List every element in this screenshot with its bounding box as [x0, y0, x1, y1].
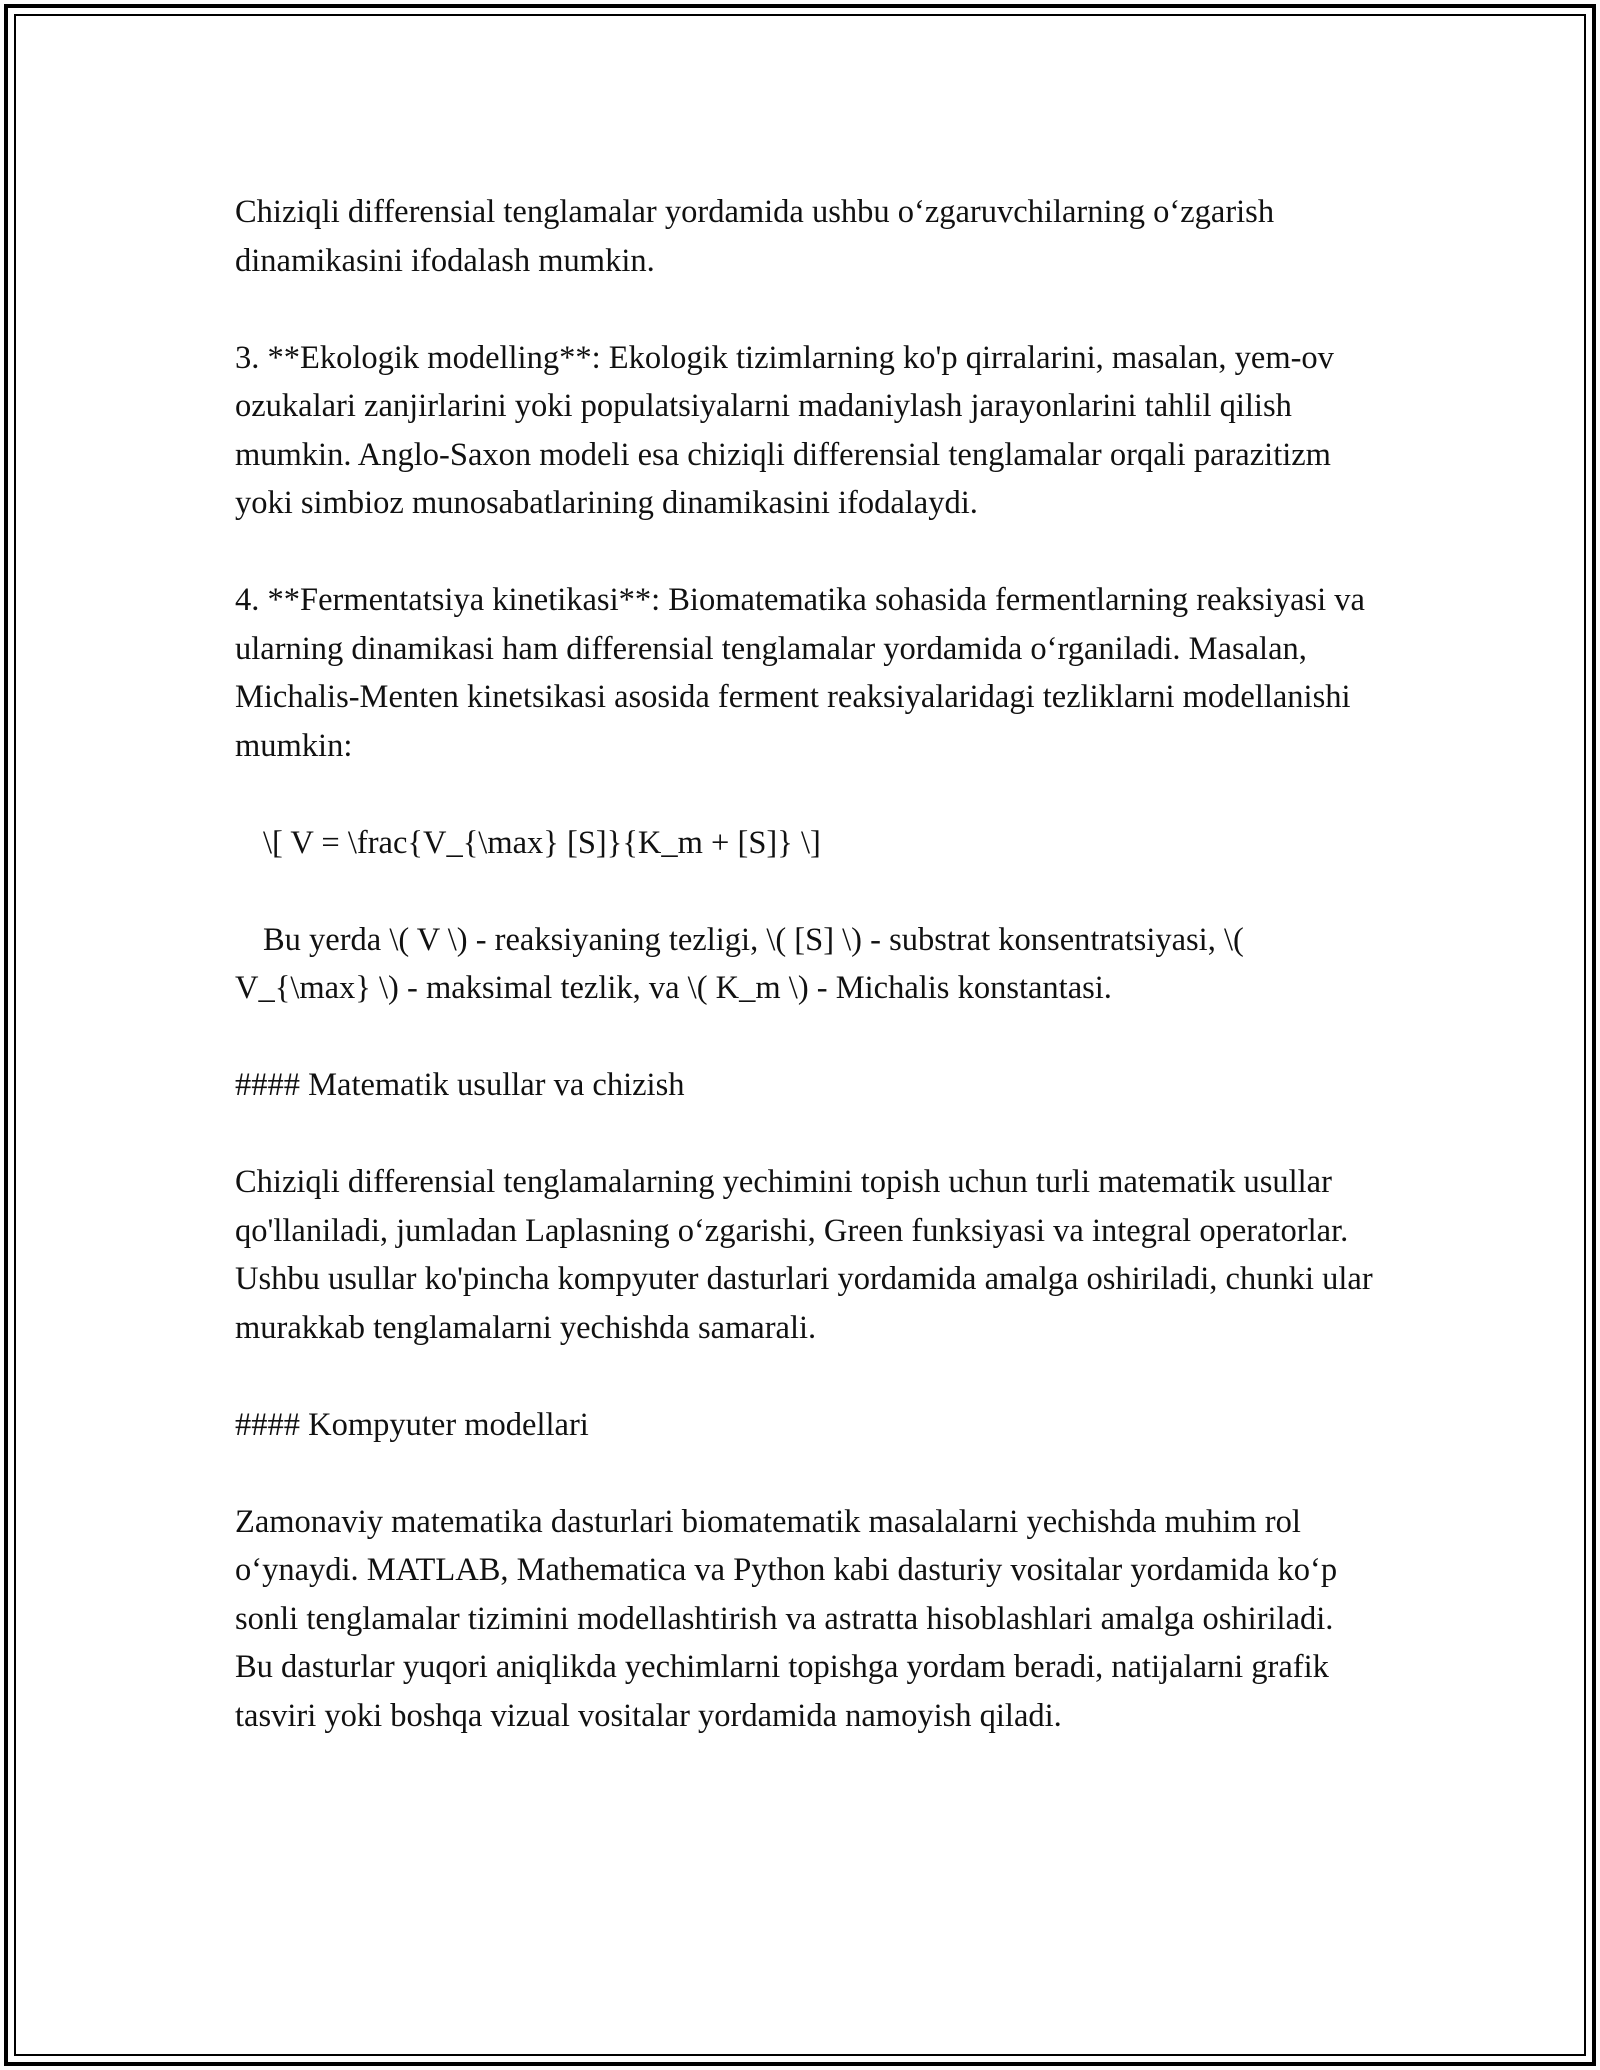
formula-explanation-text: Bu yerda \( V \) - reaksiyaning tezligi, \( [S] \) - substrat konsentratsiyasi, \( V_{\max} \) - maksimal tezlik, va \( K_m \) - Michalis konstantasi.	[235, 921, 1252, 1006]
paragraph-ekologik-modelling: 3. **Ekologik modelling**: Ekologik tizimlarning ko'p qirralarini, masalan, yem-ov ozukalari zanjirlarini yoki populatsiyalarni madaniylash jarayonlarini tahlil qilish mumkin. Anglo-Saxon modeli esa chiziqli differensial tenglamalar orqali parazitizm yoki simbioz munosabatlarining dinamikasini ifodalaydi.	[235, 339, 1343, 521]
formula-michaelis-menten: \[ V = \frac{V_{\max} [S]}{K_m + [S]} \]	[263, 824, 821, 861]
paragraph-intro: Chiziqli differensial tenglamalar yordamida ushbu o‘zgaruvchilarning o‘zgarish dinamikasini ifodalash mumkin.	[235, 194, 1283, 279]
paragraph-kompyuter-modellari: Zamonaviy matematika dasturlari biomatematik masalalarni yechishda muhim rol o‘ynaydi. MATLAB, Mathematica va Python kabi dasturiy vositalar yordamida ko‘p sonli tenglamalar tizimini modellashtirish va astratta hisoblashlari amalga oshiriladi. Bu dasturlar yuqori aniqlikda yechimlarni topishga yordam beradi, natijalarni grafik tasviri yoki boshqa vizual vositalar yordamida namoyish qiladi.	[235, 1503, 1346, 1734]
paragraph-formula-explanation	[235, 916, 1375, 1013]
heading-kompyuter-modellari: #### Kompyuter modellari	[235, 1406, 589, 1443]
document-body	[235, 188, 1381, 1789]
heading-matematik-usullar: #### Matematik usullar va chizish	[235, 1067, 685, 1103]
paragraph-fermentatsiya-kinetikasi: 4. **Fermentatsiya kinetikasi**: Biomatematika sohasida fermentlarning reaksiyasi va ularning dinamikasi ham differensial tenglamalar yordamida o‘rganiladi. Masalan, Michalis-Menten kinetsikasi asosida ferment reaksiyalaridagi tezliklarni modellanishi mumkin:	[235, 582, 1374, 764]
paragraph-matematik-usullar: Chiziqli differensial tenglamalarning yechimini topish uchun turli matematik usullar qo'llaniladi, jumladan Laplasning o‘zgarishi, Green funksiyasi va integral operatorlar. Ushbu usullar ko'pincha kompyuter dasturlari yordamida amalga oshiriladi, chunki ular murakkab tenglamalarni yechishda samarali.	[235, 1164, 1381, 1346]
